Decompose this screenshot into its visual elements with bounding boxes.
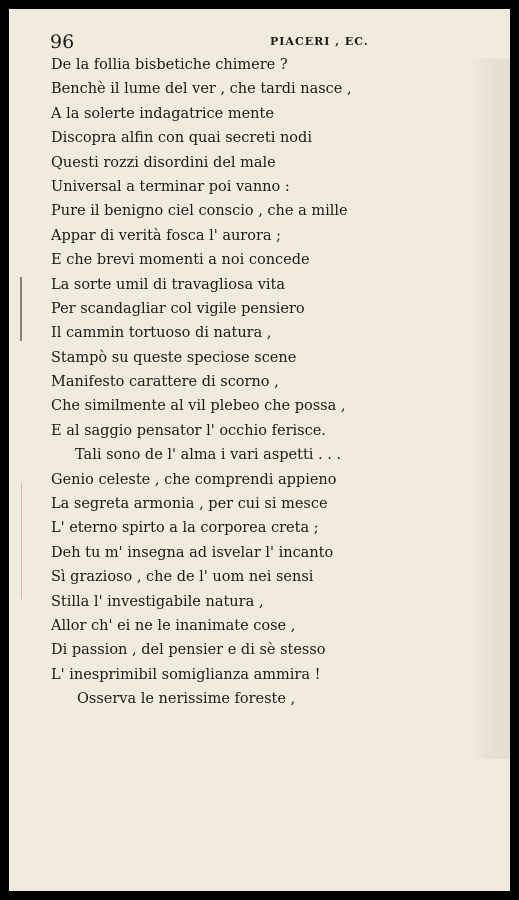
stanza-first-line: Osserva le nerissime foreste , (77, 691, 296, 708)
poem-line: Pure il benigno ciel conscio , che a mille (51, 203, 348, 220)
poem-line: Manifesto carattere di scorno , (51, 374, 279, 391)
poem-line: Il cammin tortuoso di natura , (51, 325, 272, 342)
poem-line: Deh tu m' insegna ad isvelar l' incanto (51, 544, 334, 561)
poem-line: Allor ch' ei ne le inanimate cose , (51, 617, 296, 634)
poem-line: La sorte umil di travagliosa vita (51, 276, 286, 293)
poem-line: Genio celeste , che comprendi appieno (51, 471, 337, 488)
running-head: PIACERI , EC. (270, 35, 369, 48)
page-header (50, 31, 470, 53)
poem-line: Per scandagliar col vigile pensiero (51, 300, 305, 317)
poem-line: L' inesprimibil somiglianza ammira ! (51, 666, 321, 683)
poem-line: Di passion , del pensier e di sè stesso (51, 642, 326, 659)
poem-line: De la follia bisbetiche chimere ? (51, 57, 288, 73)
page-number: 96 (50, 31, 75, 53)
poem-line: Discopra alfin con quai secreti nodi (51, 130, 312, 147)
poem-line: E che brevi momenti a noi concede (51, 252, 310, 269)
book-page (9, 9, 510, 891)
poem-line: Stampò su queste speciose scene (51, 349, 297, 366)
poem-line: Che similmente al vil plebeo che possa , (51, 398, 346, 415)
poem-line: Stilla l' investigabile natura , (51, 593, 264, 610)
poem-line: Sì grazioso , che de l' uom nei sensi (51, 569, 314, 586)
poem-line: L' eterno spirto a la corporea creta ; (51, 520, 319, 537)
poem-text (9, 53, 510, 712)
poem-line: Benchè il lume del ver , che tardi nasce , (51, 81, 352, 98)
stanza-first-line: Tali sono de l' alma i vari aspetti . . . (75, 447, 342, 464)
poem-line: Appar di verità fosca l' aurora ; (51, 227, 282, 244)
poem-line: E al saggio pensator l' occhio ferisce. (51, 422, 326, 439)
poem-line: Questi rozzi disordini del male (51, 154, 276, 171)
poem-line: A la solerte indagatrice mente (51, 105, 274, 122)
poem-line: Universal a terminar poi vanno : (51, 178, 290, 195)
poem-line: La segreta armonia , per cui si mesce (51, 496, 328, 513)
